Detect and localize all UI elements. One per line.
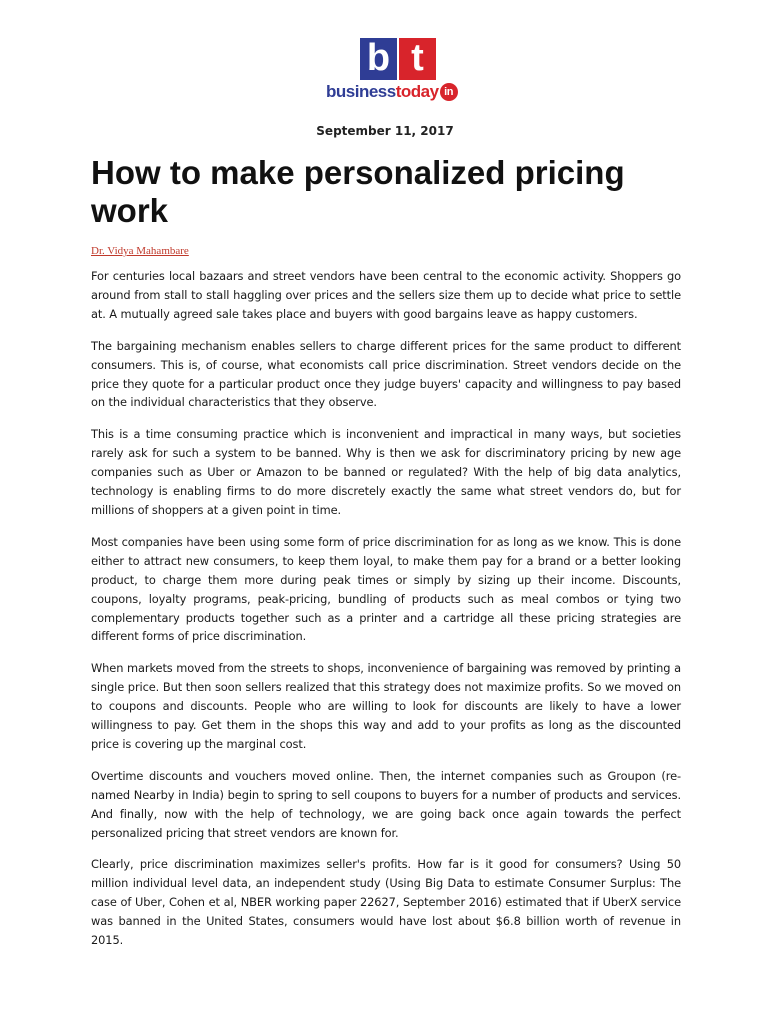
article-date: September 11, 2017 xyxy=(316,124,454,138)
article-paragraph: When markets moved from the streets to shops, inconvenience of bargaining was removed by printing a single price. But then soon sellers realized that this strategy does not maximize profits. So we moved on to coupons and discounts. People who are willing to look for discounts are likely to have a lower willingness to pay. Get them in the shops this way and add to your profits as long as the discounted price is covering up the marginal cost. xyxy=(91,661,681,751)
article-paragraph: For centuries local bazaars and street vendors have been central to the economic activity. Shoppers go around from stall to stall haggling over prices and the sellers size them up to decide what price to settle at. A mutually agreed sale takes place and buyers with good bargains leave as happy customers. xyxy=(91,269,681,321)
businesstoday-logo xyxy=(326,36,466,106)
logo-letter-t: t xyxy=(399,38,436,80)
logo-mark xyxy=(360,38,436,80)
article-paragraph: Most companies have been using some form of price discrimination for as long as we know. This is done either to attract new consumers, to keep them loyal, to make them pay for a brand or a better looking product, to charge them more during peak times or simply by sizing up their income. Discounts, coupons, loyalty programs, peak-pricing, bundling of products such as meal combos or tying two complementary products together such as a printer and a cartridge all these pricing strategies are different forms of price discrimination. xyxy=(91,534,681,644)
logo-word-business: business xyxy=(326,82,396,101)
article-paragraph: The bargaining mechanism enables sellers to charge different prices for the same product to different consumers. This is, of course, what economists call price discrimination. Street vendors decide on the price they quote for a particular product once they judge buyers' capacity and willingness to pay based on the individual characteristics that they observe. xyxy=(91,338,681,410)
article-paragraph: Overtime discounts and vouchers moved online. Then, the internet companies such as Groupon (re-named Nearby in India) begin to spring to sell coupons to buyers for a number of products and services. And finally, now with the help of technology, we are going back once again towards the perfect personalized pricing that street vendors are known for. xyxy=(91,768,681,840)
article-author-link[interactable]: Dr. Vidya Mahambare xyxy=(91,245,189,257)
article-paragraph: Clearly, price discrimination maximizes seller's profits. How far is it good for consumers? Using 50 million individual level data, an independent study (Using Big Data to estimate Consumer Surplus: The case of Uber, Cohen et al, NBER working paper 22627, September 2016) estimated that if UberX service was banned in the United States, consumers would have lost about $6.8 billion worth of revenue in 2015. xyxy=(91,857,681,948)
article-body xyxy=(91,267,681,963)
logo-letter-b: b xyxy=(360,38,397,80)
logo-wordmark xyxy=(326,82,458,102)
logo-word-today: today xyxy=(395,82,439,101)
article-title: How to make personalized pricing work xyxy=(91,154,625,229)
logo-word-in: in xyxy=(440,83,458,101)
article-paragraph: This is a time consuming practice which is inconvenient and impractical in many ways, but societies rarely ask for such a system to be banned. Why is then we ask for discriminatory pricing by new age companies such as Uber or Amazon to be banned or regulated? With the help of big data analytics, technology is enabling firms to do more discretely exactly the same what street vendors do, but for millions of shoppers at a given point in time. xyxy=(91,427,681,517)
